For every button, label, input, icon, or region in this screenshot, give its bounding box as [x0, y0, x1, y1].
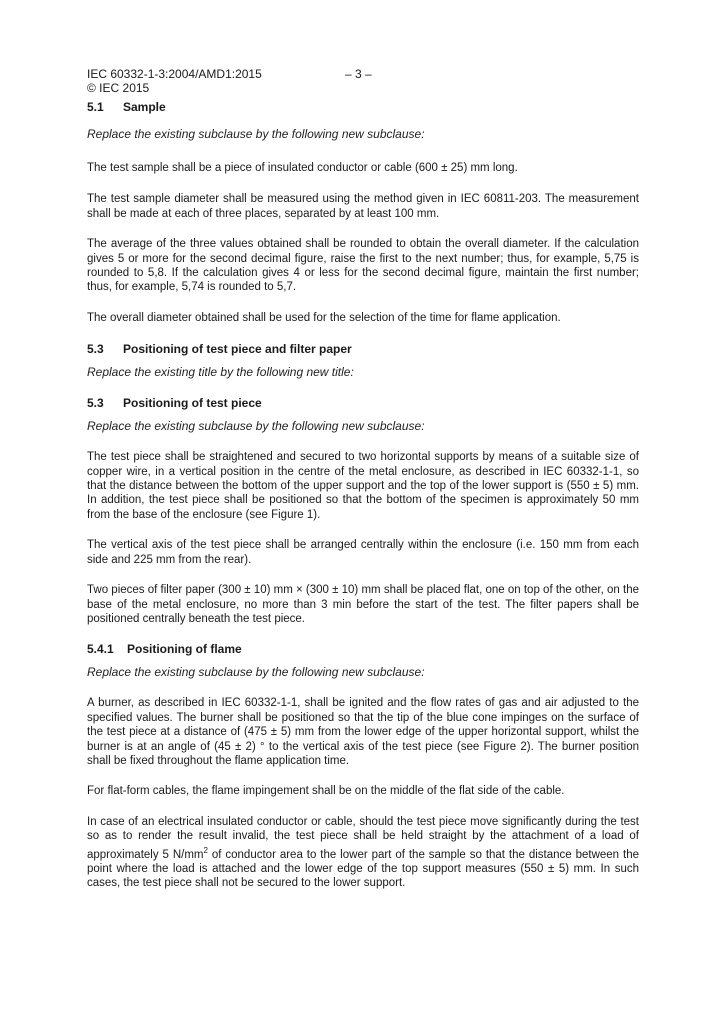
copyright-line: © IEC 2015 [87, 81, 150, 95]
document-id: IEC 60332-1-3:2004/AMD1:2015 [87, 67, 262, 81]
page-header [87, 67, 639, 95]
heading-5-3-new [87, 396, 639, 411]
paragraph-5-1-a: The test sample shall be a piece of insulated conductor or cable (600 ± 25) mm long. [87, 162, 518, 174]
heading-title: Positioning of flame [127, 642, 242, 657]
heading-title: Positioning of test piece [123, 396, 262, 411]
heading-5-1 [87, 100, 639, 115]
paragraph-5-3-c: Two pieces of filter paper (300 ± 10) mm × (300 ± 10) mm shall be placed flat, one on top of the other, on the base of the metal enclosure, no more than 3 min before the start of the test. The filter papers shall be positioned centrally beneath the test piece. [87, 584, 639, 625]
heading-number: 5.3 [87, 342, 104, 357]
paragraph-5-1-d: The overall diameter obtained shall be used for the selection of the time for flame application. [87, 311, 561, 324]
paragraph-text: of conductor area to the lower part of the sample so that the distance between the point where the load is attached and the lower edge of the top support measures (550 ± 5) mm. In such cases, the test piece shall not be secured to the lower support. [87, 848, 639, 890]
paragraph-5-4-1-b: For flat-form cables, the flame impingement shall be on the middle of the flat side of the cable. [87, 785, 565, 798]
heading-number: 5.1 [87, 100, 104, 114]
heading-number: 5.3 [87, 396, 104, 411]
heading-title: Positioning of test piece and filter paper [123, 342, 352, 357]
heading-5-3-old [87, 342, 639, 357]
paragraph-5-3-b: The vertical axis of the test piece shall be arranged centrally within the enclosure (i.e. 150 mm from each side and 225 mm from the rear). [87, 539, 639, 566]
paragraph-5-4-1-c [87, 815, 639, 891]
instruction-5-1: Replace the existing subclause by the following new subclause: [87, 127, 425, 141]
document-page [87, 67, 639, 891]
superscript: 2 [203, 845, 208, 855]
instruction-5-3-title: Replace the existing title by the following new title: [87, 365, 354, 380]
paragraph-5-4-1-a: A burner, as described in IEC 60332-1-1, shall be ignited and the flow rates of gas and air adjusted to the specified values. The burner shall be positioned so that the tip of the blue cone impinges on the surface of the test piece at a distance of (475 ± 5) mm from the lower edge of the upper horizontal support, whilst the burner is at an angle of (45 ± 2) ° to the vertical axis of the test piece (see Figure 2). The burner position shall be fixed throughout the flame application time. [87, 697, 639, 767]
heading-5-4-1 [87, 642, 639, 657]
heading-number: 5.4.1 [87, 642, 114, 657]
paragraph-5-1-c: The average of the three values obtained shall be rounded to obtain the overall diameter. If the calculation gives 5 or more for the second decimal figure, raise the first to the next number; thus, for example, 5,75 is rounded to 5,8. If the calculation gives 4 or less for the second decimal figure, maintain the first number; thus, for example, 5,74 is rounded to 5,7. [87, 238, 639, 294]
instruction-5-3: Replace the existing subclause by the following new subclause: [87, 419, 425, 434]
paragraph-5-3-a: The test piece shall be straightened and secured to two horizontal supports by means of a suitable size of copper wire, in a vertical position in the centre of the metal enclosure, as described in IEC 60332-1-1, so that the distance between the bottom of the upper support and the top of the lower support is (550 ± 5) mm. In addition, the test piece shall be positioned so that the bottom of the specimen is approximately 50 mm from the base of the enclosure (see Figure 1). [87, 451, 639, 521]
paragraph-text: In case of an electrical insulated conductor or cable, should the test piece move significantly during the test so as to render the result invalid, the test piece shall be held straight by the attachment of a load of approximately 5 N/mm [87, 815, 639, 861]
page-number: – 3 – [345, 67, 372, 81]
instruction-5-4-1: Replace the existing subclause by the following new subclause: [87, 665, 425, 680]
paragraph-5-1-b: The test sample diameter shall be measured using the method given in IEC 60811-203. The measurement shall be made at each of three places, separated by at least 100 mm. [87, 193, 639, 220]
heading-title: Sample [123, 100, 166, 114]
